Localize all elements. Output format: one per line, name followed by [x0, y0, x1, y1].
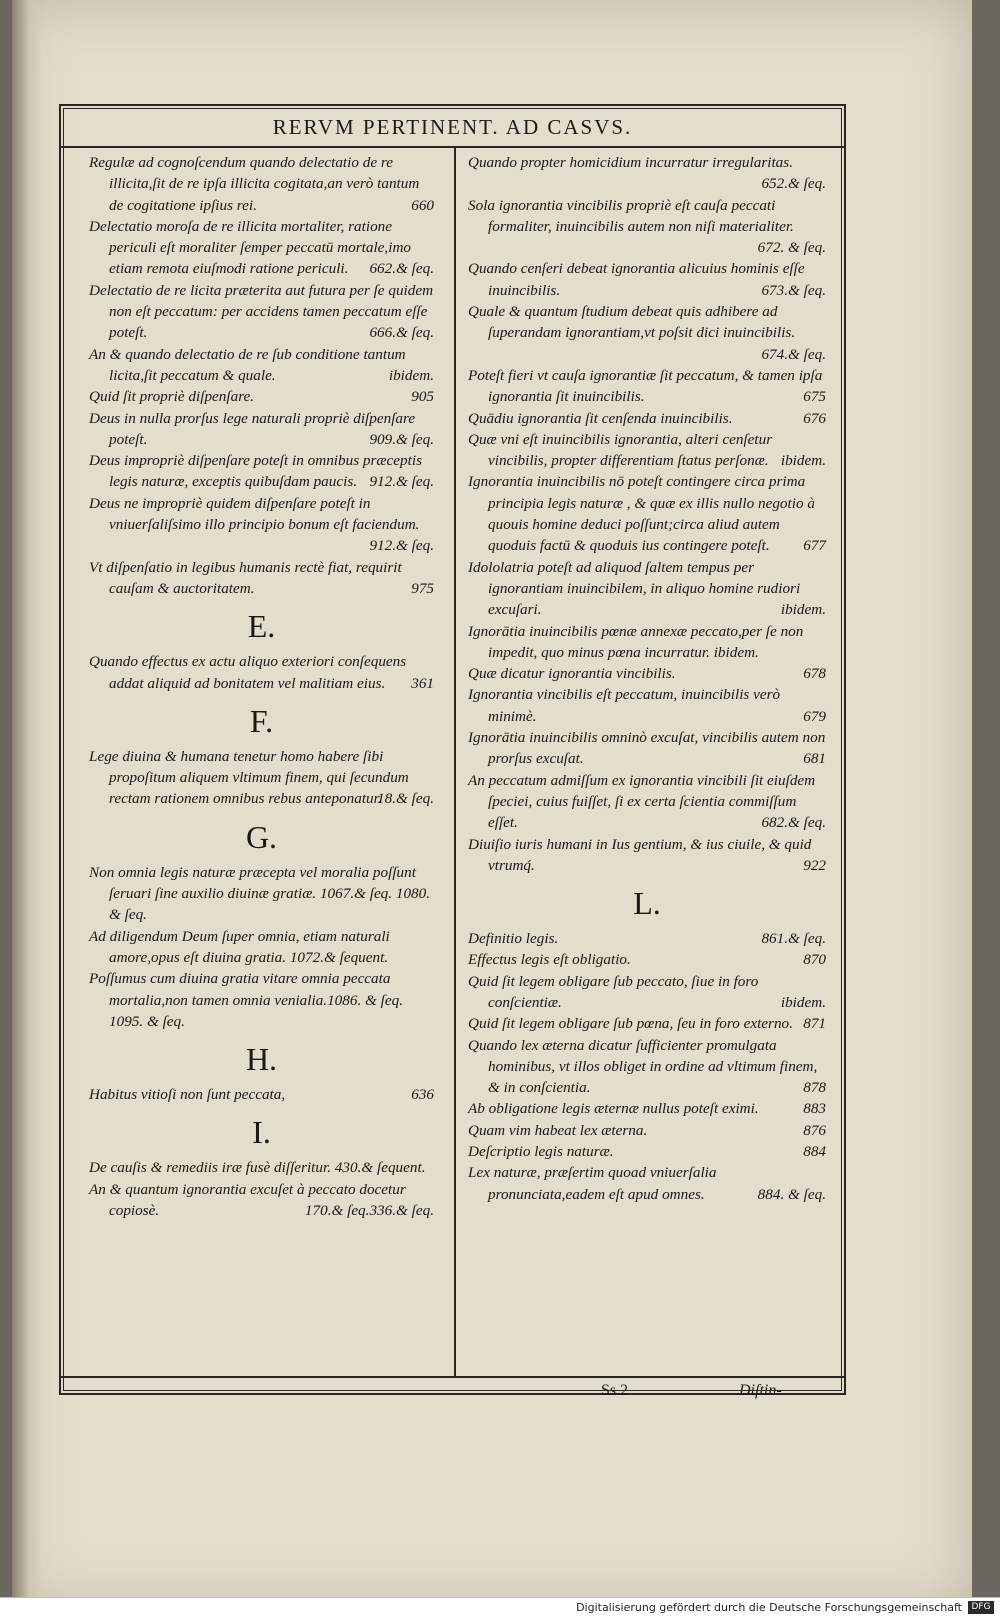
entry-reference: 876: [803, 1121, 826, 1139]
entry-text: Quæ vni eſt inuincibilis ignorantia, alteri cenſetur vincibilis, propter differentiam ſtatus perſonæ.: [468, 430, 773, 470]
index-entry: [89, 152, 434, 216]
index-entry: [468, 258, 826, 301]
entry-text: Vt diſpenſatio in legibus humanis rectè fiat, requirit cauſam & auctoritatem.: [89, 558, 402, 597]
entry-text: Poſſumus cum diuina gratia vitare omnia peccata mortalia,non tamen omnia venialia.1086. & ſeq. 1095. & ſeq.: [89, 970, 404, 1030]
index-entry: [468, 365, 826, 408]
entry-reference: ibidem.: [780, 452, 826, 470]
index-entry: [89, 450, 434, 493]
entry-reference: 660: [411, 196, 434, 214]
entry-reference: 679: [803, 707, 826, 725]
entry-text: Ignorātia inuincibilis omninò excuſat, vincibilis autem non prorſus excuſat.: [468, 729, 826, 768]
book-page: [12, 0, 972, 1612]
index-entry: [89, 968, 434, 1032]
entry-reference: 673.& ſeq.: [761, 281, 826, 299]
index-entry: [89, 1179, 434, 1222]
entry-text: Delectatio moroſa de re illicita mortaliter, ratione periculi eſt moraliter ſemper peccatū mortale,imo etiam remota eiuſmodi ratione periculi.: [89, 217, 411, 278]
index-entry: [468, 1035, 826, 1099]
section-letter: E.: [247, 608, 276, 645]
entry-text: Quando propter homicidium incurratur irregularitas.: [468, 154, 793, 171]
entry-text: Quando effectus ex actu aliquo exteriori conſequens addat aliquid ad bonitatem vel malitiam eius.: [89, 653, 407, 692]
index-entry: [468, 429, 826, 472]
entry-text: Ad diligendum Deum ſuper omnia, etiam naturali amore,opus eſt diuina gratia. 1072.& ſequent.: [89, 927, 390, 966]
entry-reference: 912.& ſeq.: [369, 537, 434, 555]
entry-reference: 870: [803, 951, 826, 969]
entry-reference: 884. & ſeq.: [757, 1185, 826, 1203]
index-entry: [89, 386, 434, 407]
digitization-footer: [0, 1597, 1000, 1618]
entry-text: Ignorantia inuincibilis nō poteſt contingere circa prima principia legis naturæ , & quæ ex illis nullo negotio à quouis homine deduci poſſunt;circa aliud autem quoduis factū & quoduis ius contingere poteſt.: [468, 473, 815, 555]
entry-reference: ibidem.: [780, 993, 826, 1011]
signature-mark: Ss 2: [601, 1382, 629, 1399]
index-entry: [89, 408, 434, 451]
index-entry: [468, 301, 826, 365]
text-frame: [59, 104, 846, 1399]
entry-text: Quid ſit propriè diſpenſare.: [89, 388, 255, 406]
entry-reference: 18.& ſeq.: [377, 790, 434, 808]
page-spine-shadow: [12, 0, 42, 1612]
entry-reference: 883: [803, 1100, 826, 1118]
index-entry: [468, 471, 826, 556]
index-entry: [468, 1162, 826, 1205]
entry-reference: 678: [803, 665, 826, 683]
index-entry: [468, 152, 826, 195]
index-entry: [89, 557, 434, 600]
entry-reference: 975: [411, 579, 434, 597]
index-entry: [468, 727, 826, 770]
entry-text: Quando lex æterna dicatur ſufficienter promulgata hominibus, vt illos obliget in ordine ad vltimum finem, & in conſcientia.: [468, 1036, 818, 1097]
entry-text: Deus impropriè diſpenſare poteſt in omnibus præceptis legis naturæ, exceptis quibuſdam paucis.: [89, 452, 422, 491]
entry-reference: 682.& ſeq.: [761, 814, 826, 832]
entry-reference: 905: [411, 388, 434, 406]
entry-reference: 662.& ſeq.: [369, 260, 434, 278]
entry-reference: 676: [803, 409, 826, 427]
footer-rule: [61, 1376, 844, 1378]
entry-text: Habitus vitioſi non ſunt peccata,: [89, 1086, 286, 1104]
entry-text: Diuiſio iuris humani in Ius gentium, & ius ciuile, & quid vtrumq́.: [468, 835, 812, 874]
section-letter: L.: [633, 885, 661, 922]
entry-reference: 652.& ſeq.: [761, 175, 826, 193]
column-divider: [454, 148, 456, 1376]
index-entry: [468, 195, 826, 259]
entry-text: Effectus legis eſt obligatio.: [468, 951, 631, 969]
section-letter: G.: [245, 818, 278, 855]
entry-text: Quando cenſeri debeat ignorantia alicuius hominis eſſe inuincibilis.: [468, 260, 805, 299]
entry-reference: 871: [803, 1015, 826, 1033]
index-entry: [468, 770, 826, 834]
entry-text: Quam vim habeat lex æterna.: [468, 1121, 648, 1139]
entry-text: Idololatria poteſt ad aliquod ſaltem tempus per ignorantiam inuincibilem, in aliquo homine rudiori excuſari.: [468, 558, 801, 619]
entry-reference: 884: [803, 1143, 826, 1161]
section-letter: I.: [252, 1114, 271, 1151]
entry-text: Ignorantia vincibilis eſt peccatum, inuincibilis verò minimè.: [468, 686, 781, 725]
entry-reference: 878: [803, 1079, 826, 1097]
funding-notice: Digitalisierung gefördert durch die Deutsche Forschungsgemeinschaft: [576, 1601, 962, 1614]
entry-reference: 677: [803, 537, 826, 555]
entry-text: Sola ignorantia vincibilis propriè eſt cauſa peccati formaliter, inuincibilis autem non niſi materialiter.: [468, 196, 794, 235]
index-entry: [468, 1098, 826, 1119]
index-entry: [89, 926, 434, 969]
left-column: [89, 152, 434, 1221]
right-column: [468, 152, 826, 1205]
entry-text: Lege diuina & humana tenetur homo habere ſibi propoſitum aliquem vltimum finem, qui ſecundum rectam rationem omnibus rebus anteponatur.: [89, 747, 409, 808]
index-entry: [89, 344, 434, 387]
entry-text: Ab obligatione legis æternæ nullus poteſt eximi.: [468, 1100, 759, 1118]
section-letter: H.: [245, 1041, 278, 1078]
entry-reference: 922: [803, 856, 826, 874]
index-entry: [468, 1013, 826, 1034]
entry-reference: 672. & ſeq.: [757, 239, 826, 257]
entry-text: Quæ dicatur ignorantia vincibilis.: [468, 665, 676, 683]
entry-reference: 681: [803, 750, 826, 768]
entry-reference: ibidem.: [388, 366, 434, 384]
entry-text: An & quantum ignorantia excuſet à peccato docetur copiosè.: [89, 1180, 406, 1219]
index-entry: [89, 1084, 434, 1105]
dfg-logo: DFG: [968, 1601, 994, 1614]
entry-reference: 909.& ſeq.: [369, 430, 434, 448]
index-entry: [468, 1120, 826, 1141]
entry-reference: 674.& ſeq.: [761, 345, 826, 363]
entry-text: Quādiu ignorantia ſit cenſenda inuincibilis.: [468, 409, 733, 427]
index-entry: [468, 949, 826, 970]
index-entry: [89, 862, 434, 926]
entry-text: Quale & quantum ſtudium debeat quis adhibere ad ſuperandam ignorantiam,vt poſsit dici inuincibilis.: [468, 303, 796, 342]
index-entry: [89, 280, 434, 344]
index-entry: [89, 216, 434, 280]
entry-reference: 666.& ſeq.: [369, 324, 434, 342]
index-entry: [89, 746, 434, 810]
catchword: Diſtin-: [739, 1382, 782, 1399]
entry-text: An peccatum admiſſum ex ignorantia vincibili ſit eiuſdem ſpeciei, cuius fuiſſet, ſi ex certa ſcientia commiſſum eſſet.: [468, 771, 816, 832]
entry-reference: 912.& ſeq.: [369, 473, 434, 491]
entry-text: De cauſis & remediis iræ fusè diſſeritur. 430.& ſequent.: [89, 1159, 426, 1177]
running-header: RERVM PERTINENT. AD CASVS.: [61, 106, 844, 148]
entry-text: Definitio legis.: [468, 930, 559, 948]
entry-reference: ibidem.: [780, 601, 826, 619]
entry-text: Ignorātia inuincibilis pœnæ annexæ peccato,per ſe non impedit, quo minus pœna incurratur. ibidem.: [468, 622, 804, 661]
index-entry: [468, 663, 826, 684]
section-letter: F.: [249, 702, 274, 739]
entry-text: Deus in nulla prorſus lege naturali propriè diſpenſare poteſt.: [89, 409, 416, 448]
entry-text: Regulæ ad cognoſcendum quando delectatio de re illicita,ſit de re ipſa illicita cogitata,an verò tantum de cogitatione ipſius rei.: [89, 154, 420, 214]
entry-text: Non omnia legis naturæ præcepta vel moralia poſſunt ſeruari ſine auxilio diuinæ gratiæ. 1067.& ſeq. 1080. & ſeq.: [89, 863, 431, 924]
index-entry: [89, 651, 434, 694]
entry-reference: 675: [803, 388, 826, 406]
index-entry: [468, 834, 826, 877]
entry-reference: 861.& ſeq.: [761, 930, 826, 948]
entry-text: Quid ſit legem obligare ſub peccato, ſiue in foro conſcientiæ.: [468, 972, 759, 1011]
index-entry: [468, 408, 826, 429]
entry-text: Poteſt fieri vt cauſa ignorantiæ ſit peccatum, & tamen ipſa ignorantia ſit inuincibilis.: [468, 366, 823, 406]
index-entry: [468, 1141, 826, 1162]
entry-text: Deſcriptio legis naturæ.: [468, 1143, 614, 1161]
index-entry: [89, 493, 434, 557]
index-entry: [89, 1157, 434, 1178]
index-entry: [468, 684, 826, 727]
index-entry: [468, 928, 826, 949]
entry-text: Quid ſit legem obligare ſub pœna, ſeu in foro externo.: [468, 1015, 793, 1033]
entry-reference: 636: [411, 1086, 434, 1104]
entry-reference: 170.& ſeq.336.& ſeq.: [304, 1201, 434, 1219]
index-entry: [468, 621, 826, 664]
entry-text: Deus ne impropriè quidem diſpenſare poteſt in vniuerſaliſsimo illo principio bonum eſt faciendum.: [89, 494, 420, 534]
entry-text: Lex naturæ, præſertim quoad vniuerſalia pronunciata,eadem eſt apud omnes.: [468, 1164, 717, 1203]
index-entry: [468, 971, 826, 1014]
index-entry: [468, 557, 826, 621]
entry-text: Delectatio de re licita præterita aut futura per ſe quidem non eſt peccatum: per accidens tamen peccatum eſſe poteſt.: [89, 281, 434, 342]
entry-text: An & quando delectatio de re ſub conditione tantum licita,ſit peccatum & quale.: [89, 345, 406, 384]
entry-reference: 361: [411, 674, 434, 692]
